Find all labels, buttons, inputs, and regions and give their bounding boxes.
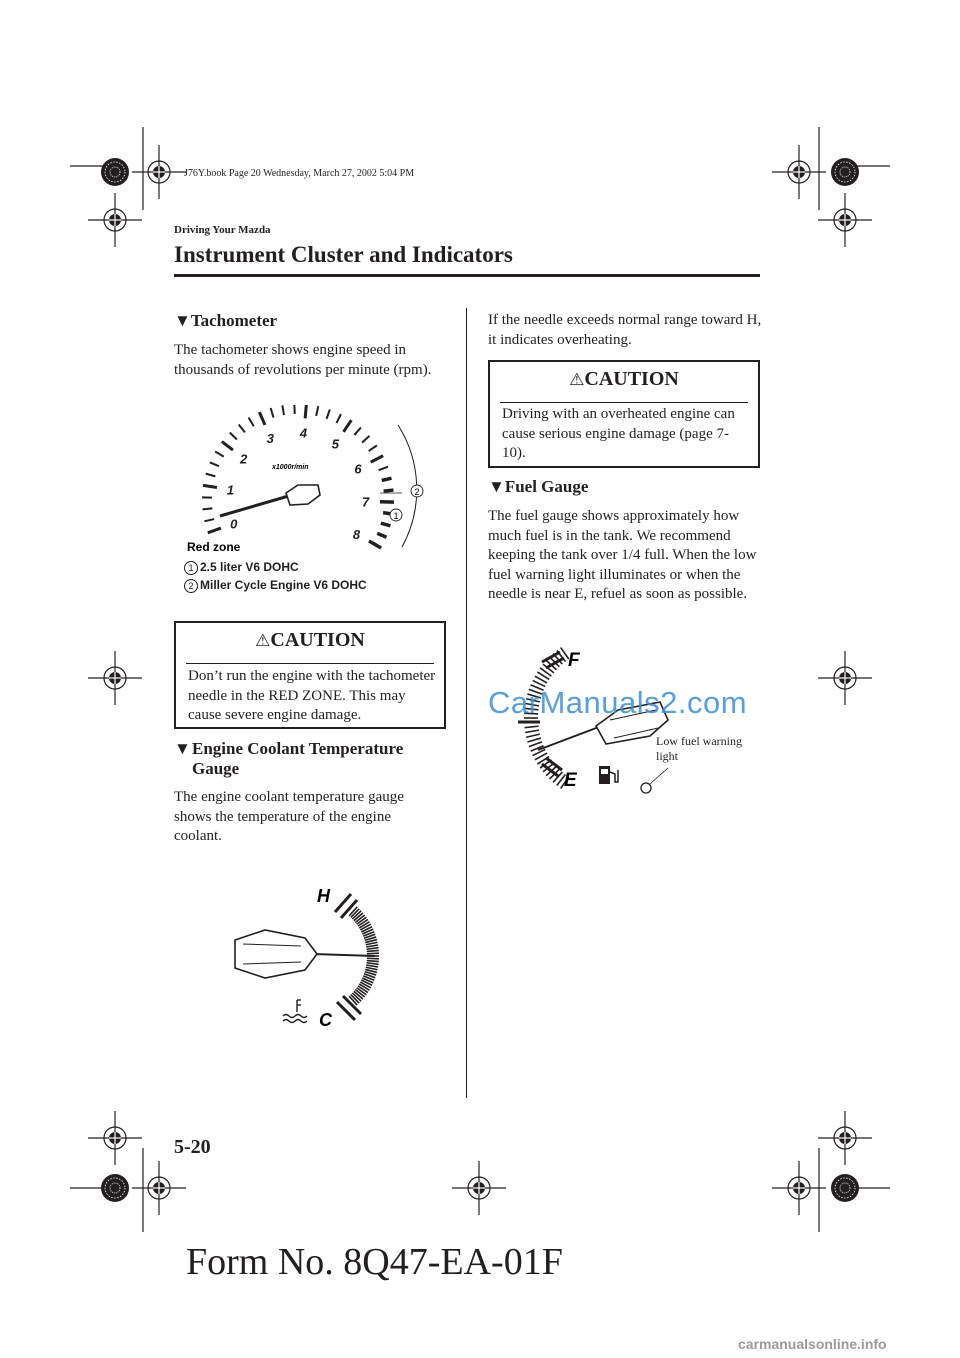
site-footer: carmanualsonline.info: [738, 1336, 887, 1352]
coolant-tick: [367, 948, 379, 950]
caution-text-right: Driving with an overheated engine can cause serious engine damage (page 7-10).: [502, 406, 735, 461]
tachometer-needle: [220, 495, 292, 516]
tach-number: 4: [299, 425, 308, 441]
section-marker-icon: ▼: [488, 477, 505, 496]
tach-number: 8: [352, 527, 361, 542]
coolant-tick: [367, 958, 379, 959]
coolant-tick: [367, 963, 379, 965]
tach-tick: [271, 408, 274, 418]
column-divider: [466, 308, 467, 1098]
coolant-c-label: C: [319, 1010, 332, 1030]
caution-text-left: Don’t run the engine with the tachometer needle in the RED ZONE. This may cause severe engine damage.: [188, 668, 436, 723]
coolant-hub: [235, 930, 317, 978]
tach-number: 1: [226, 482, 235, 498]
fuel-heading: ▼Fuel Gauge: [488, 477, 589, 496]
tach-number: 0: [230, 516, 238, 532]
tach-tick: [305, 405, 306, 418]
tach-tick: [379, 467, 388, 470]
coolant-heading: ▼ Engine Coolant Temperature Gauge: [174, 739, 404, 778]
coolant-tick: [367, 953, 379, 954]
header-rule: [174, 274, 760, 277]
coolant-h-label: H: [317, 886, 330, 906]
note-1: 2.5 liter V6 DOHC: [200, 560, 299, 574]
fuel-pump-icon: [599, 766, 618, 784]
warning-light-indicator: [641, 783, 651, 793]
coolant-tick: [367, 961, 379, 962]
tach-tick: [204, 519, 214, 521]
note-2: Miller Cycle Engine V6 DOHC: [200, 578, 367, 592]
tach-number: 7: [361, 494, 370, 510]
fuel-tick: [525, 730, 539, 732]
tach-tick: [202, 508, 212, 509]
chapter-label: Driving Your Mazda: [174, 224, 271, 236]
tach-tick: [369, 541, 381, 548]
low-fuel-label: Low fuel warning light: [656, 734, 742, 763]
tachometer-hub: [286, 485, 320, 505]
tach-number: 3: [266, 430, 274, 446]
tach-tick: [336, 414, 340, 423]
coolant-tick: [366, 945, 378, 947]
tach-tick: [327, 409, 330, 418]
callout-1-label: 1: [393, 511, 399, 521]
warning-triangle-icon: ⚠: [255, 631, 271, 650]
file-stamp: J76Y.book Page 20 Wednesday, March 27, 2002 5:04 PM: [184, 168, 415, 179]
tach-tick: [239, 424, 245, 432]
tach-tick: [381, 523, 391, 526]
fuel-e-label: E: [564, 770, 577, 791]
fuel-text: The fuel gauge shows approximately how much fuel is in the tank. We recommend keeping the tank over 1/4 full. When the low fuel warning light illuminates or when the needle is near E, refuel as soon as possible.: [488, 508, 757, 602]
coolant-temperature-icon: [283, 1000, 307, 1023]
form-number: Form No. 8Q47-EA-01F: [186, 1241, 563, 1283]
watermark: CarManuals2.com: [488, 685, 748, 720]
overheat-text: If the needle exceeds normal range toward H, it indicates overheating.: [488, 312, 762, 348]
caution-title-right: ⚠CAUTION: [569, 368, 679, 390]
red-zone-label: Red zone: [187, 540, 241, 554]
section-marker-icon: ▼: [174, 739, 191, 758]
fuel-tick: [527, 738, 540, 742]
fuel-f-label: F: [568, 650, 580, 671]
tach-tick: [203, 485, 217, 487]
tach-tick: [377, 533, 386, 537]
coolant-gauge-illustration: [225, 880, 405, 1030]
fuel-tick: [529, 742, 542, 747]
tach-tick: [259, 412, 265, 425]
tach-tick: [371, 456, 383, 462]
tachometer-text: The tachometer shows engine speed in thousands of revolutions per minute (rpm).: [174, 342, 432, 378]
callout-2-label: 2: [414, 487, 420, 497]
tach-tick: [384, 490, 394, 491]
tach-tick: [316, 406, 318, 416]
tach-tick: [249, 418, 254, 427]
tach-tick: [206, 474, 216, 477]
tachometer-heading: ▼Tachometer: [174, 311, 278, 330]
tach-tick: [362, 436, 369, 443]
warning-triangle-icon: ⚠: [569, 370, 585, 389]
coolant-tick: [367, 950, 379, 951]
caution-title-left: ⚠CAUTION: [255, 629, 365, 651]
tach-tick: [230, 432, 237, 439]
tach-tick: [369, 445, 377, 451]
tach-tick: [210, 462, 219, 466]
fuel-tick: [526, 734, 540, 737]
tach-number: 5: [331, 436, 340, 452]
coolant-tick: [366, 965, 378, 967]
tach-tick: [222, 442, 233, 451]
tach-tick: [208, 528, 221, 533]
tach-tick: [382, 478, 392, 480]
tachometer-unit-label: x1000r/min: [272, 464, 309, 471]
section-marker-icon: ▼: [174, 311, 191, 330]
caution-box-right: [488, 360, 760, 468]
coolant-text: The engine coolant temperature gauge shows the temperature of the engine coolant.: [174, 789, 404, 844]
tach-tick: [344, 420, 352, 432]
caution-box-left: [174, 621, 446, 729]
tach-tick: [215, 452, 224, 457]
note-1-marker: 1: [184, 561, 198, 575]
coolant-needle: [313, 954, 375, 956]
note-2-marker: 2: [184, 579, 198, 593]
tach-number: 6: [354, 461, 362, 477]
tach-tick: [282, 405, 284, 415]
fuel-tick: [525, 726, 539, 728]
tachometer-numbers: [227, 425, 370, 542]
tach-number: 2: [240, 451, 248, 467]
page-number: 5-20: [174, 1136, 211, 1158]
tachometer-notes: [184, 558, 367, 594]
page-title: Instrument Cluster and Indicators: [174, 242, 513, 267]
tach-tick: [354, 427, 361, 435]
